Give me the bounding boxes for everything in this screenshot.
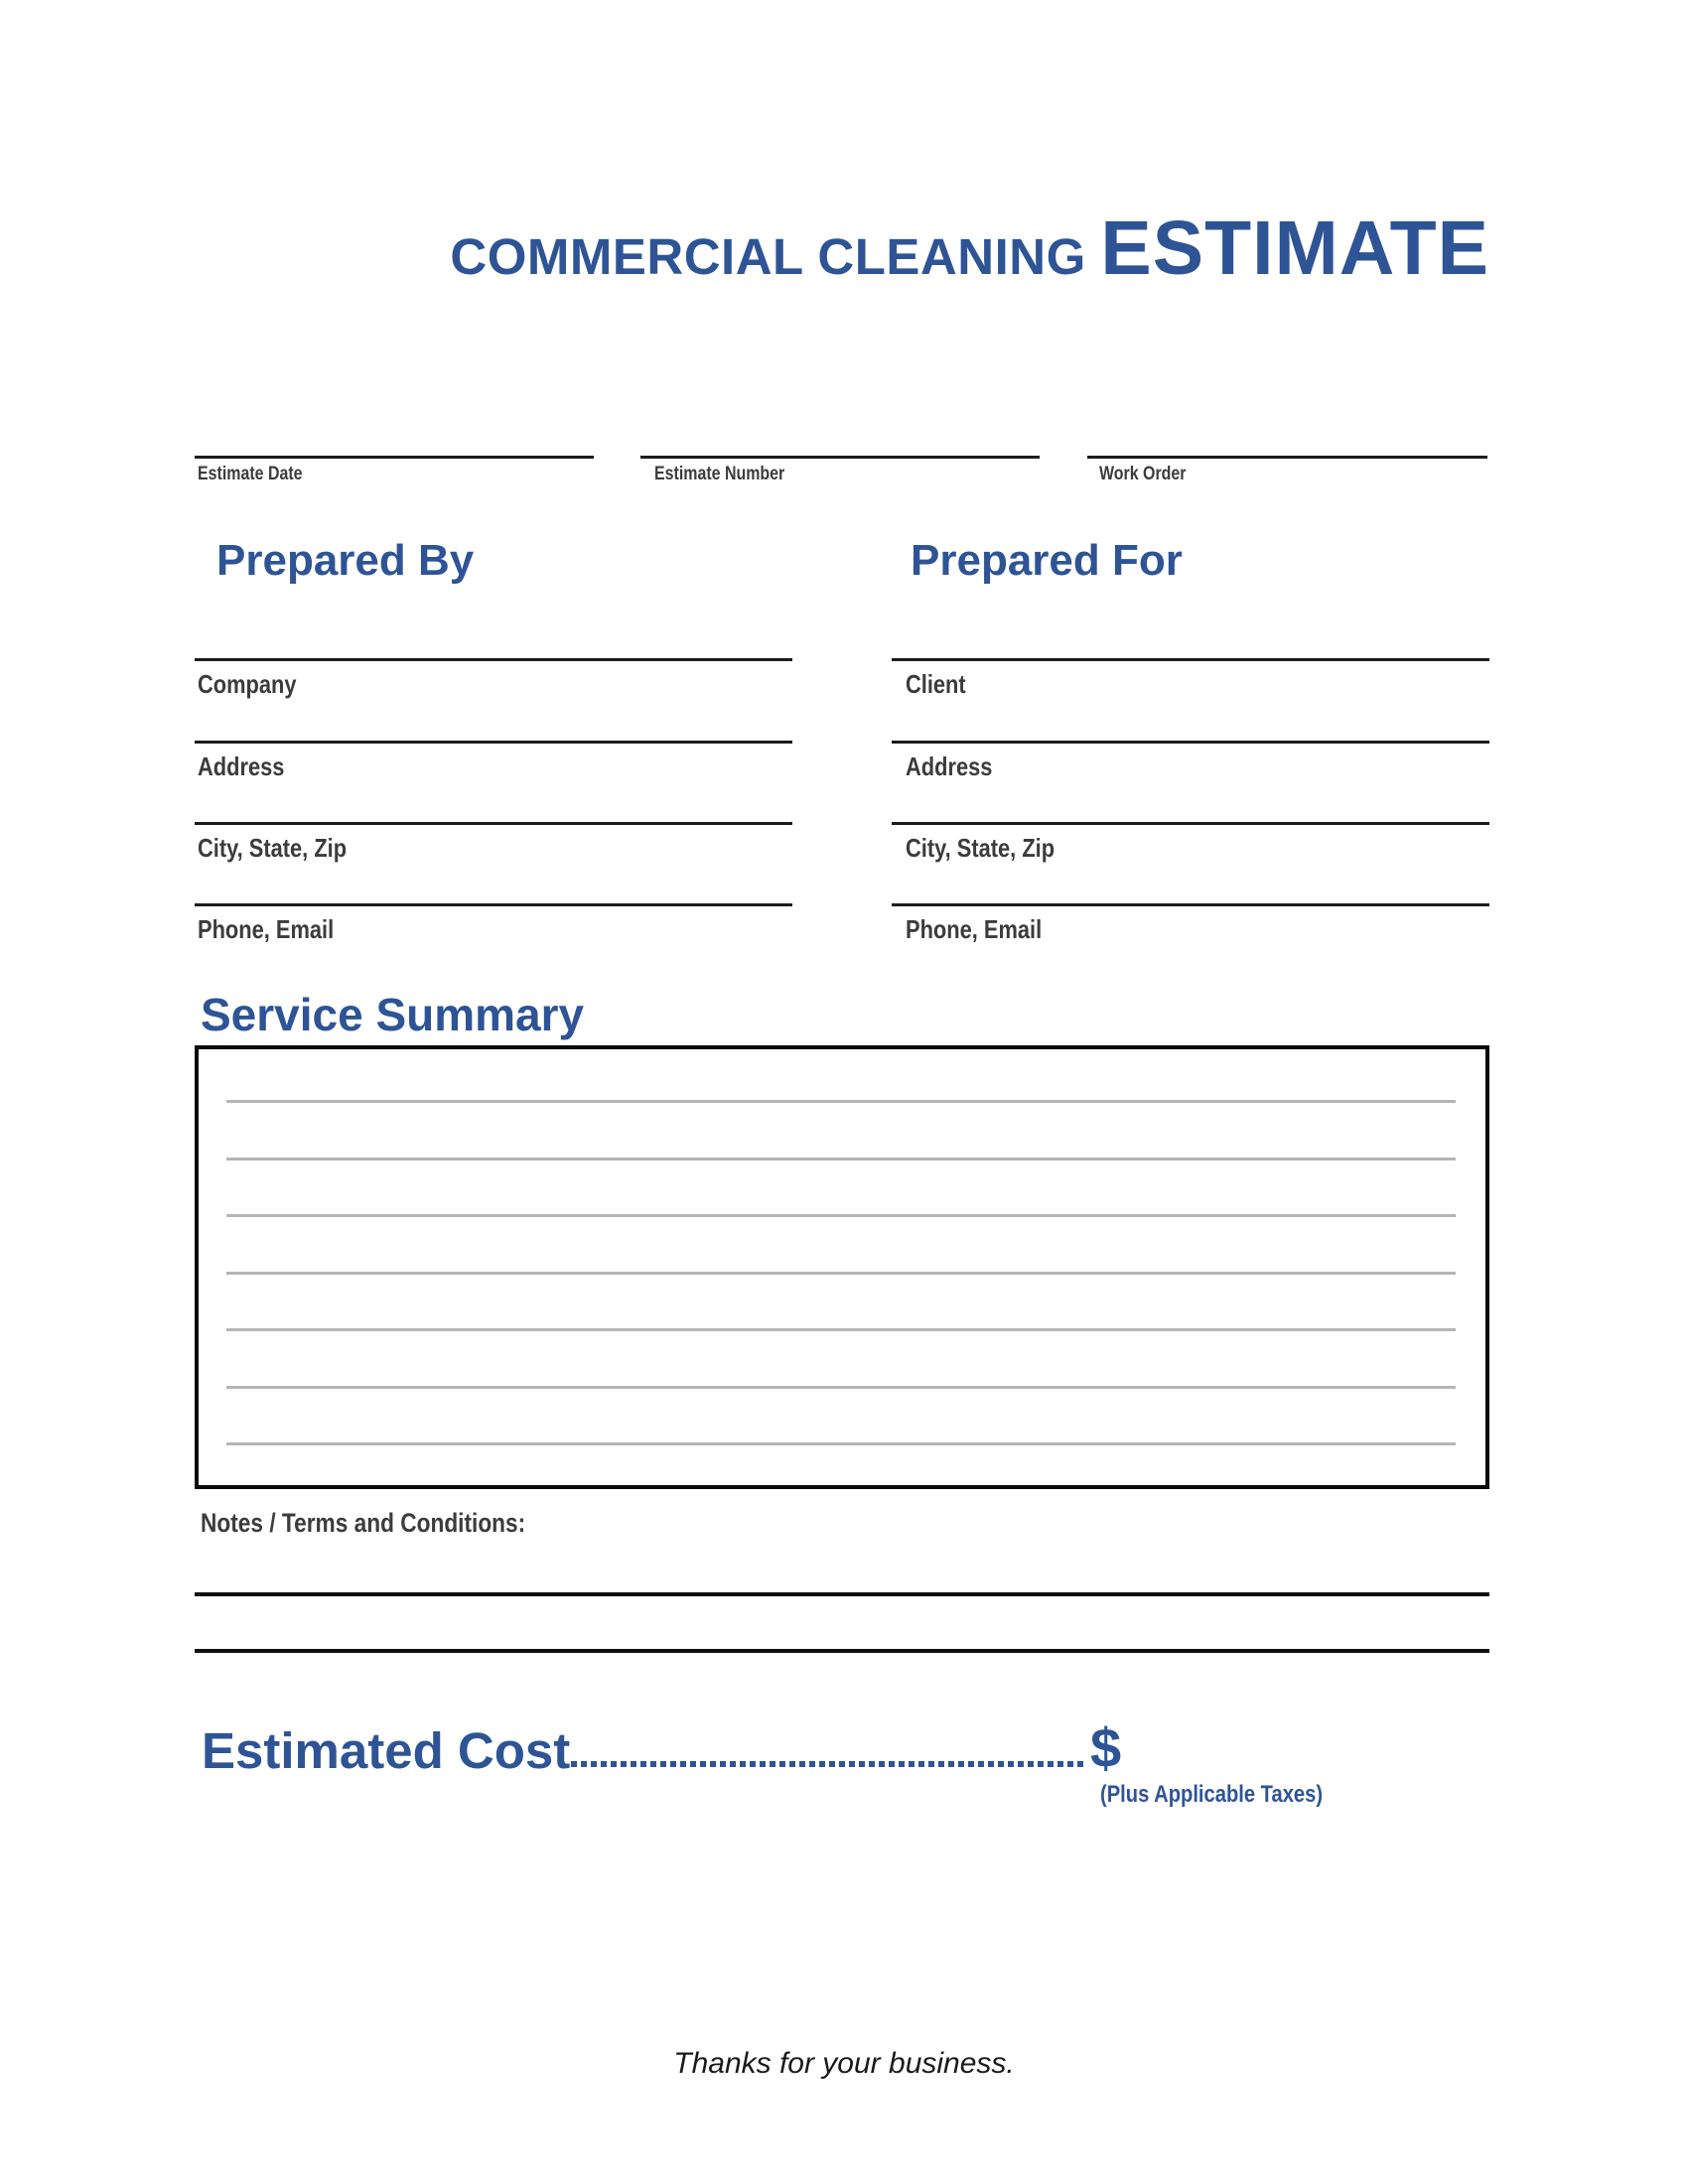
for-address-write-area[interactable] bbox=[892, 691, 1489, 741]
writing-line bbox=[226, 1214, 1456, 1217]
by-phone-email-write-area[interactable] bbox=[195, 854, 792, 903]
estimated-cost-label: Estimated Cost bbox=[202, 1722, 571, 1779]
client-field bbox=[892, 609, 1489, 699]
by-city-state-zip-label: City, State, Zip bbox=[198, 833, 348, 863]
estimate-date-label: Estimate Date bbox=[198, 464, 303, 484]
service-summary-box[interactable] bbox=[195, 1045, 1489, 1489]
for-city-state-zip-write-area[interactable] bbox=[892, 772, 1489, 822]
tax-note: (Plus Applicable Taxes) bbox=[1100, 1781, 1324, 1808]
by-address-label: Address bbox=[198, 751, 285, 781]
by-address-write-area[interactable] bbox=[195, 691, 792, 741]
dotted-leader bbox=[571, 1761, 1087, 1767]
prepared-for-heading: Prepared For bbox=[911, 536, 1183, 585]
estimate-number-field bbox=[640, 406, 1040, 485]
work-order-label: Work Order bbox=[1099, 464, 1187, 484]
by-phone-email-label: Phone, Email bbox=[198, 914, 335, 944]
writing-line bbox=[226, 1100, 1456, 1103]
notes-label: Notes / Terms and Conditions: bbox=[201, 1508, 526, 1538]
for-phone-email-write-area[interactable] bbox=[892, 854, 1489, 903]
for-city-state-zip-field bbox=[892, 772, 1489, 863]
by-address-field bbox=[195, 691, 792, 781]
by-city-state-zip-write-area[interactable] bbox=[195, 772, 792, 822]
page-title bbox=[195, 205, 1489, 300]
estimate-date-write-area[interactable] bbox=[195, 406, 594, 456]
work-order-write-area[interactable] bbox=[1087, 406, 1487, 456]
notes-write-line-1[interactable] bbox=[195, 1592, 1489, 1596]
writing-line bbox=[226, 1272, 1456, 1275]
estimate-number-write-area[interactable] bbox=[640, 406, 1040, 456]
company-write-area[interactable] bbox=[195, 609, 792, 658]
for-phone-email-field bbox=[892, 854, 1489, 944]
footer-message: Thanks for your business. bbox=[673, 2047, 1015, 2080]
work-order-field bbox=[1087, 406, 1487, 485]
service-summary-heading: Service Summary bbox=[201, 989, 585, 1040]
writing-line bbox=[226, 1158, 1456, 1160]
notes-write-line-2[interactable] bbox=[195, 1649, 1489, 1653]
by-phone-email-field bbox=[195, 854, 792, 944]
for-address-field bbox=[892, 691, 1489, 781]
estimate-number-label: Estimate Number bbox=[654, 464, 785, 484]
estimate-date-field bbox=[195, 406, 594, 485]
for-city-state-zip-label: City, State, Zip bbox=[906, 833, 1055, 863]
currency-symbol: $ bbox=[1090, 1716, 1122, 1779]
writing-line bbox=[226, 1386, 1456, 1389]
title-prefix: COMMERCIAL CLEANING bbox=[450, 228, 1101, 285]
company-label: Company bbox=[198, 669, 297, 699]
client-label: Client bbox=[906, 669, 966, 699]
client-write-area[interactable] bbox=[892, 609, 1489, 658]
writing-line bbox=[226, 1328, 1456, 1331]
for-address-label: Address bbox=[906, 751, 993, 781]
title-emphasis: ESTIMATE bbox=[1100, 205, 1489, 291]
writing-line bbox=[226, 1442, 1456, 1445]
notes-label-wrap bbox=[201, 1509, 588, 1539]
by-city-state-zip-field bbox=[195, 772, 792, 863]
for-phone-email-label: Phone, Email bbox=[906, 914, 1043, 944]
prepared-by-heading: Prepared By bbox=[216, 536, 475, 585]
company-field bbox=[195, 609, 792, 699]
